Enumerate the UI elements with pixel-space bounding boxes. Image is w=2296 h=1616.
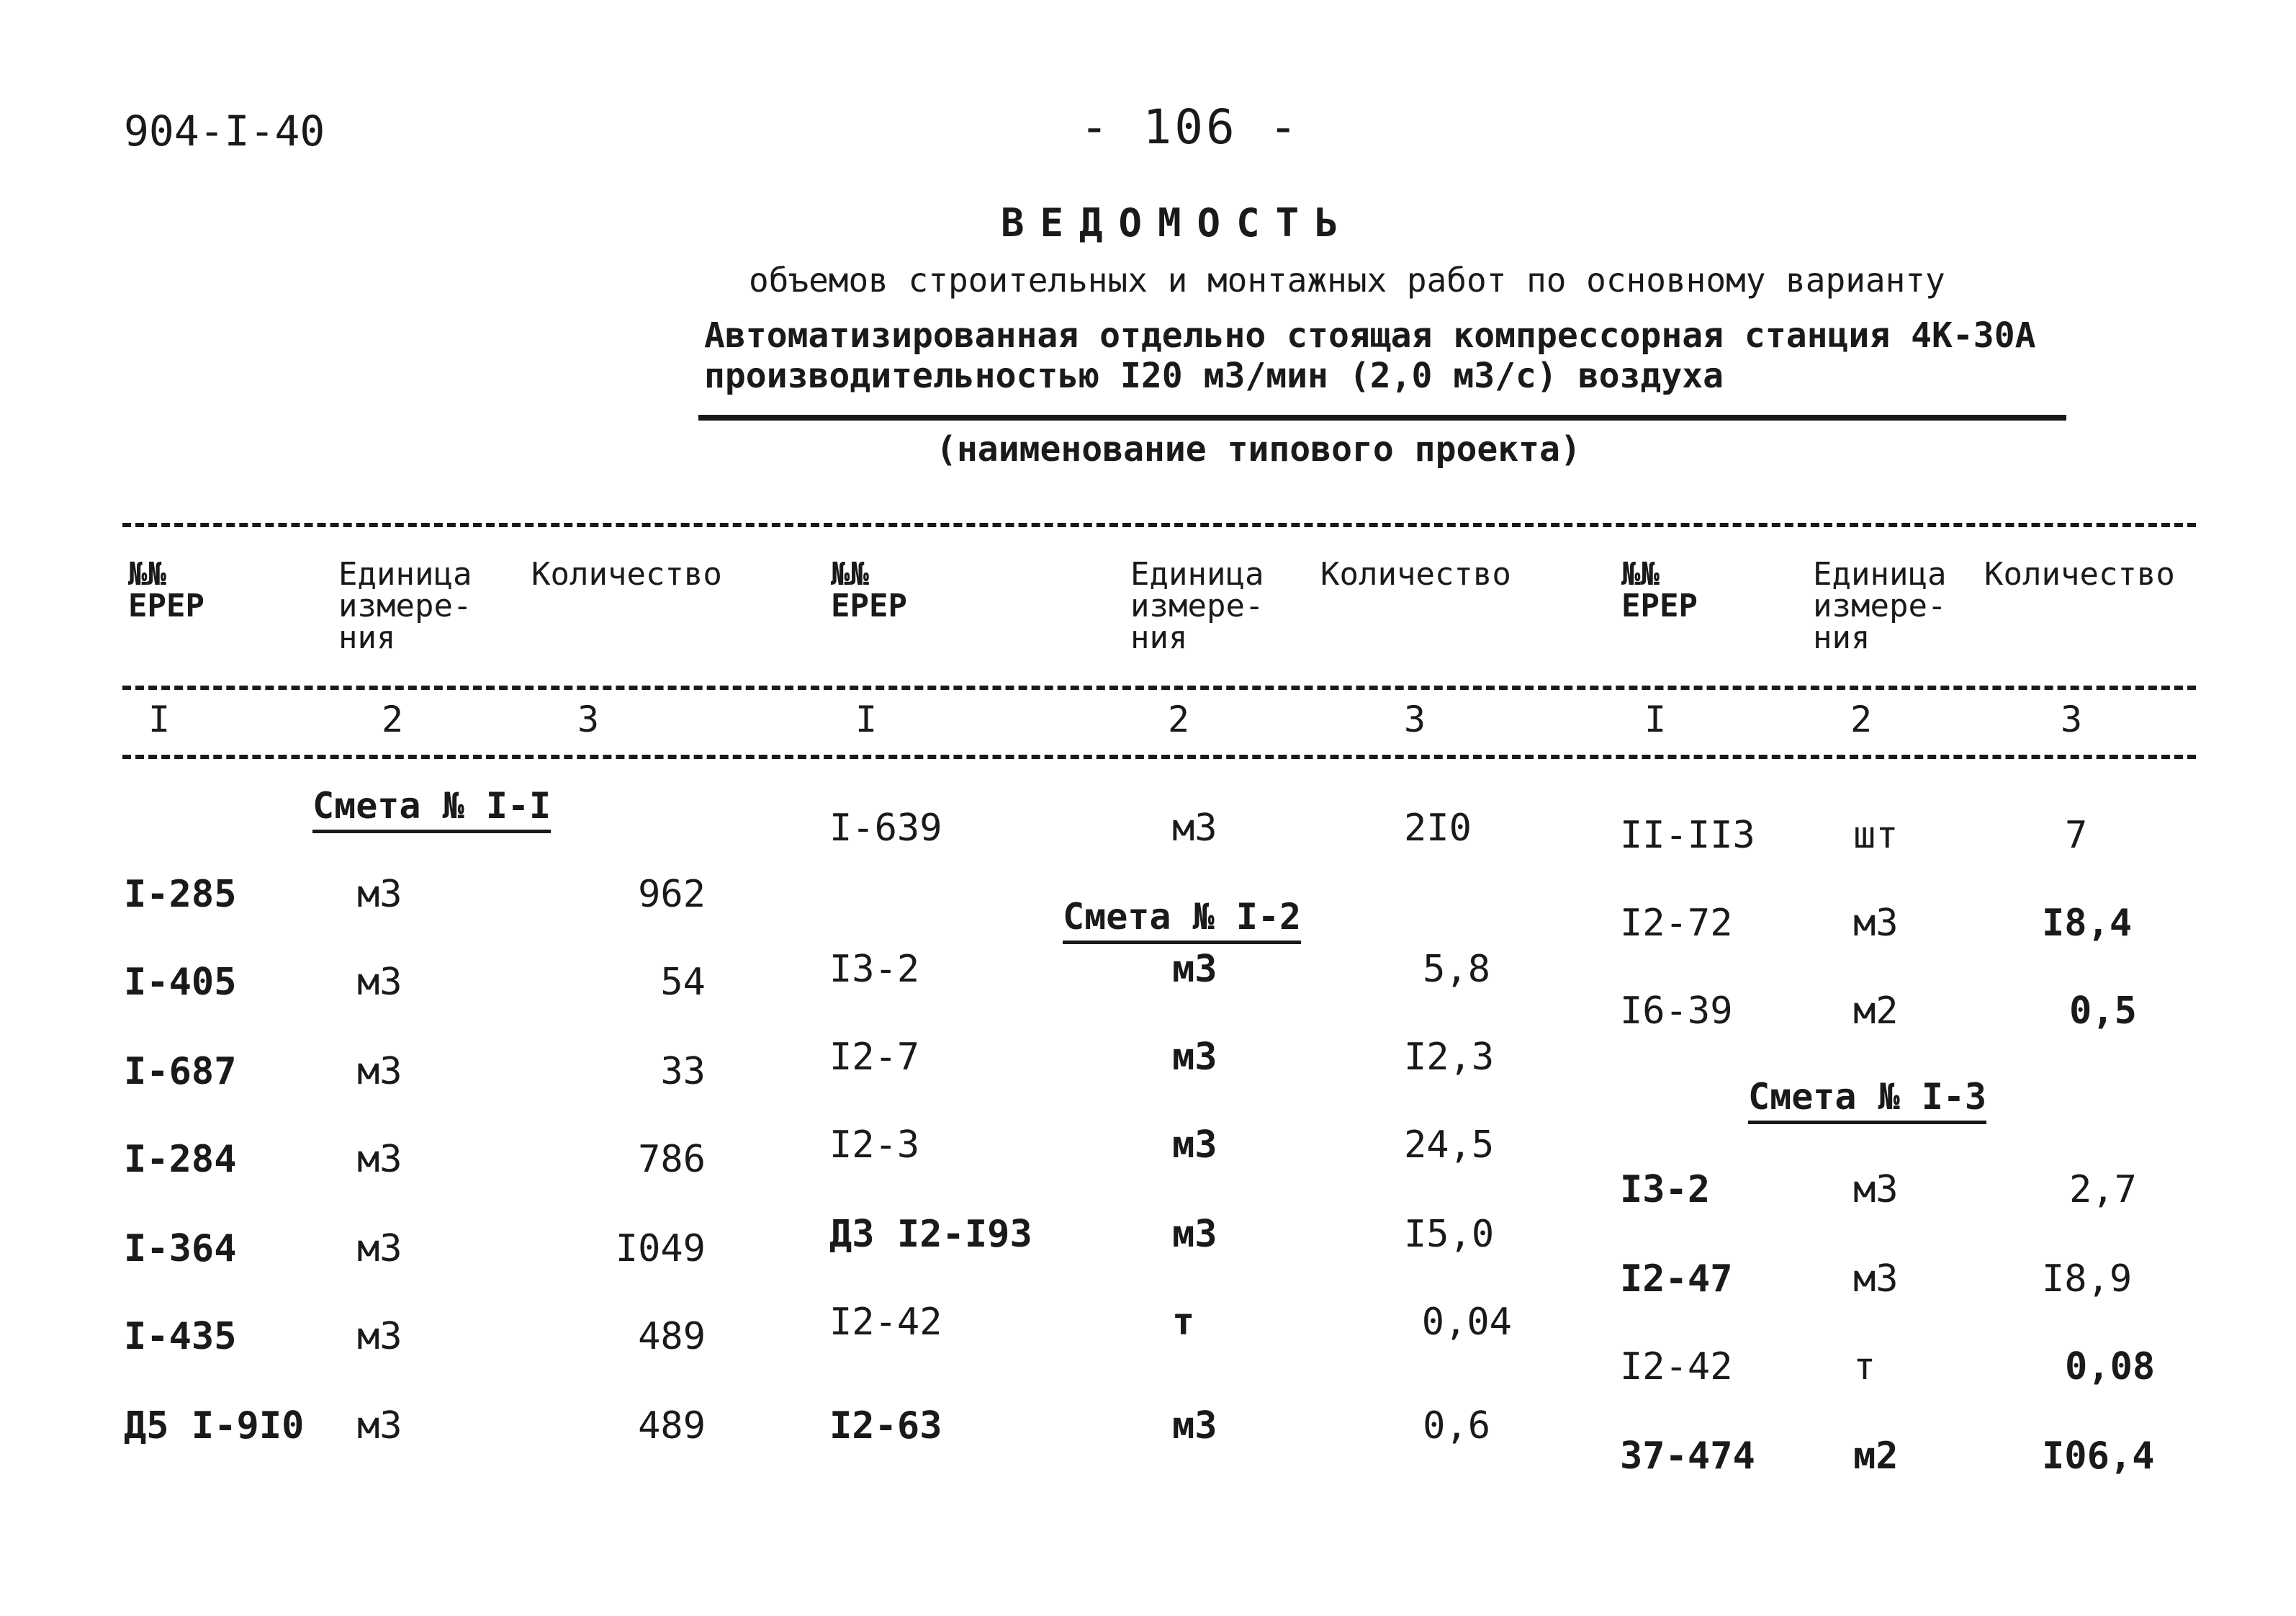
table-cell-qty: 2,7 <box>2069 1168 2137 1211</box>
document-title: ВЕДОМОСТЬ <box>1001 200 1354 246</box>
table-cell-qty: 7 <box>2065 814 2088 857</box>
table-cell-qty: I8,4 <box>2042 902 2133 945</box>
header-code-2: №№ ЕРЕР <box>831 556 907 624</box>
table-header-rule <box>122 686 2196 690</box>
table-cell-code: I3-2 <box>1620 1168 1711 1211</box>
table-cell-unit: м3 <box>1853 1257 1899 1301</box>
column-number: I <box>1644 699 1667 740</box>
table-cell-unit: шт <box>1853 814 1899 857</box>
table-cell-unit: т <box>1172 1301 1195 1344</box>
document-code: 904-I-40 <box>124 107 325 156</box>
table-cell-unit: м3 <box>1172 1213 1217 1256</box>
table-cell-code: I-435 <box>124 1315 237 1358</box>
table-cell-qty: 489 <box>638 1404 706 1447</box>
table-cell-qty: 24,5 <box>1404 1123 1495 1167</box>
table-cell-code: I-405 <box>124 961 237 1004</box>
table-cell-qty: I06,4 <box>2042 1435 2155 1478</box>
table-cell-unit: м3 <box>1172 948 1217 991</box>
header-unit-1: Единица измере- ния <box>338 556 472 656</box>
header-qty-3: Количество <box>1984 556 2175 593</box>
table-cell-code: Д3 I2-I93 <box>829 1213 1032 1256</box>
page-number: - 106 - <box>1080 99 1301 155</box>
table-cell-code: I-285 <box>124 873 237 916</box>
table-cell-qty: I049 <box>615 1227 706 1270</box>
table-cell-qty: 489 <box>638 1315 706 1358</box>
table-cell-code: Д5 I-9I0 <box>124 1404 305 1447</box>
table-cell-qty: I8,9 <box>2042 1257 2133 1301</box>
table-cell-unit: м3 <box>357 873 402 916</box>
table-cell-unit: м3 <box>357 961 402 1004</box>
table-top-rule <box>122 523 2196 527</box>
column-number: 3 <box>1404 699 1426 740</box>
column-number: 2 <box>1850 699 1873 740</box>
table-cell-unit: м3 <box>1172 807 1217 850</box>
table-cell-unit: м2 <box>1853 1435 1899 1478</box>
table-cell-code: I2-72 <box>1620 902 1733 945</box>
section-heading: Смета № I-I <box>312 785 551 833</box>
table-cell-unit: м2 <box>1853 989 1899 1033</box>
table-cell-qty: 0,08 <box>2065 1345 2156 1388</box>
header-qty-2: Количество <box>1320 556 1511 593</box>
table-cell-unit: м3 <box>357 1138 402 1181</box>
table-cell-qty: 2I0 <box>1404 807 1472 850</box>
table-cell-qty: 786 <box>638 1138 706 1181</box>
table-cell-unit: м3 <box>357 1315 402 1358</box>
table-cell-qty: 0,5 <box>2069 989 2137 1033</box>
column-number: 2 <box>382 699 404 740</box>
table-cell-qty: 0,04 <box>1421 1301 1512 1344</box>
table-cell-qty: I2,3 <box>1404 1036 1495 1079</box>
section-heading: Смета № I-3 <box>1748 1076 1986 1124</box>
table-cell-unit: м3 <box>357 1227 402 1270</box>
project-name <box>704 315 2036 396</box>
table-cell-qty: 962 <box>638 873 706 916</box>
table-cell-code: I-687 <box>124 1050 237 1093</box>
table-cell-unit: м3 <box>1853 1168 1899 1211</box>
header-code-1: №№ ЕРЕР <box>128 556 204 624</box>
project-name-line-1: Автоматизированная отдельно стоящая компрессорная станция 4К-30А <box>704 315 2036 356</box>
table-cell-code: I3-2 <box>829 948 920 991</box>
column-number: 2 <box>1168 699 1190 740</box>
table-cell-code: II-II3 <box>1620 814 1755 857</box>
table-cell-unit: м3 <box>1172 1036 1217 1079</box>
project-name-line-2: производительностью I20 м3/мин (2,0 м3/с) воздуха <box>704 356 1724 396</box>
table-cell-unit: м3 <box>1853 902 1899 945</box>
table-cell-code: I-639 <box>829 807 942 850</box>
table-cell-unit: м3 <box>1172 1404 1217 1447</box>
header-code-3: №№ ЕРЕР <box>1621 556 1698 624</box>
table-cell-qty: 33 <box>660 1050 706 1093</box>
table-cell-unit: м3 <box>357 1404 402 1447</box>
header-unit-2: Единица измере- ния <box>1130 556 1264 656</box>
document-subtitle: объемов строительных и монтажных работ по основному варианту <box>749 261 1945 300</box>
table-cell-code: I2-42 <box>829 1301 942 1344</box>
section-heading: Смета № I-2 <box>1063 896 1301 944</box>
header-unit-3: Единица измере- ния <box>1813 556 1947 656</box>
table-cell-code: I2-3 <box>829 1123 920 1167</box>
table-numbers-rule <box>122 755 2196 759</box>
table-cell-code: I2-7 <box>829 1036 920 1079</box>
table-cell-code: I-284 <box>124 1138 237 1181</box>
table-cell-code: I2-47 <box>1620 1257 1733 1301</box>
header-qty-1: Количество <box>531 556 722 593</box>
table-cell-qty: I5,0 <box>1404 1213 1495 1256</box>
table-cell-unit: м3 <box>357 1050 402 1093</box>
project-underline <box>698 415 2066 421</box>
table-cell-qty: 0,6 <box>1423 1404 1490 1447</box>
column-number: 3 <box>2061 699 2083 740</box>
column-number: 3 <box>577 699 600 740</box>
column-number: I <box>855 699 878 740</box>
table-cell-qty: 54 <box>660 961 706 1004</box>
table-cell-code: I2-42 <box>1620 1345 1733 1388</box>
table-cell-unit: м3 <box>1172 1123 1217 1167</box>
table-cell-code: I6-39 <box>1620 989 1733 1033</box>
table-cell-code: I2-63 <box>829 1404 942 1447</box>
project-caption: (наименование типового проекта) <box>936 429 1581 470</box>
column-number: I <box>148 699 171 740</box>
table-cell-unit: т <box>1853 1345 1876 1388</box>
table-cell-code: 37-474 <box>1620 1435 1755 1478</box>
table-cell-code: I-364 <box>124 1227 237 1270</box>
table-cell-qty: 5,8 <box>1423 948 1490 991</box>
